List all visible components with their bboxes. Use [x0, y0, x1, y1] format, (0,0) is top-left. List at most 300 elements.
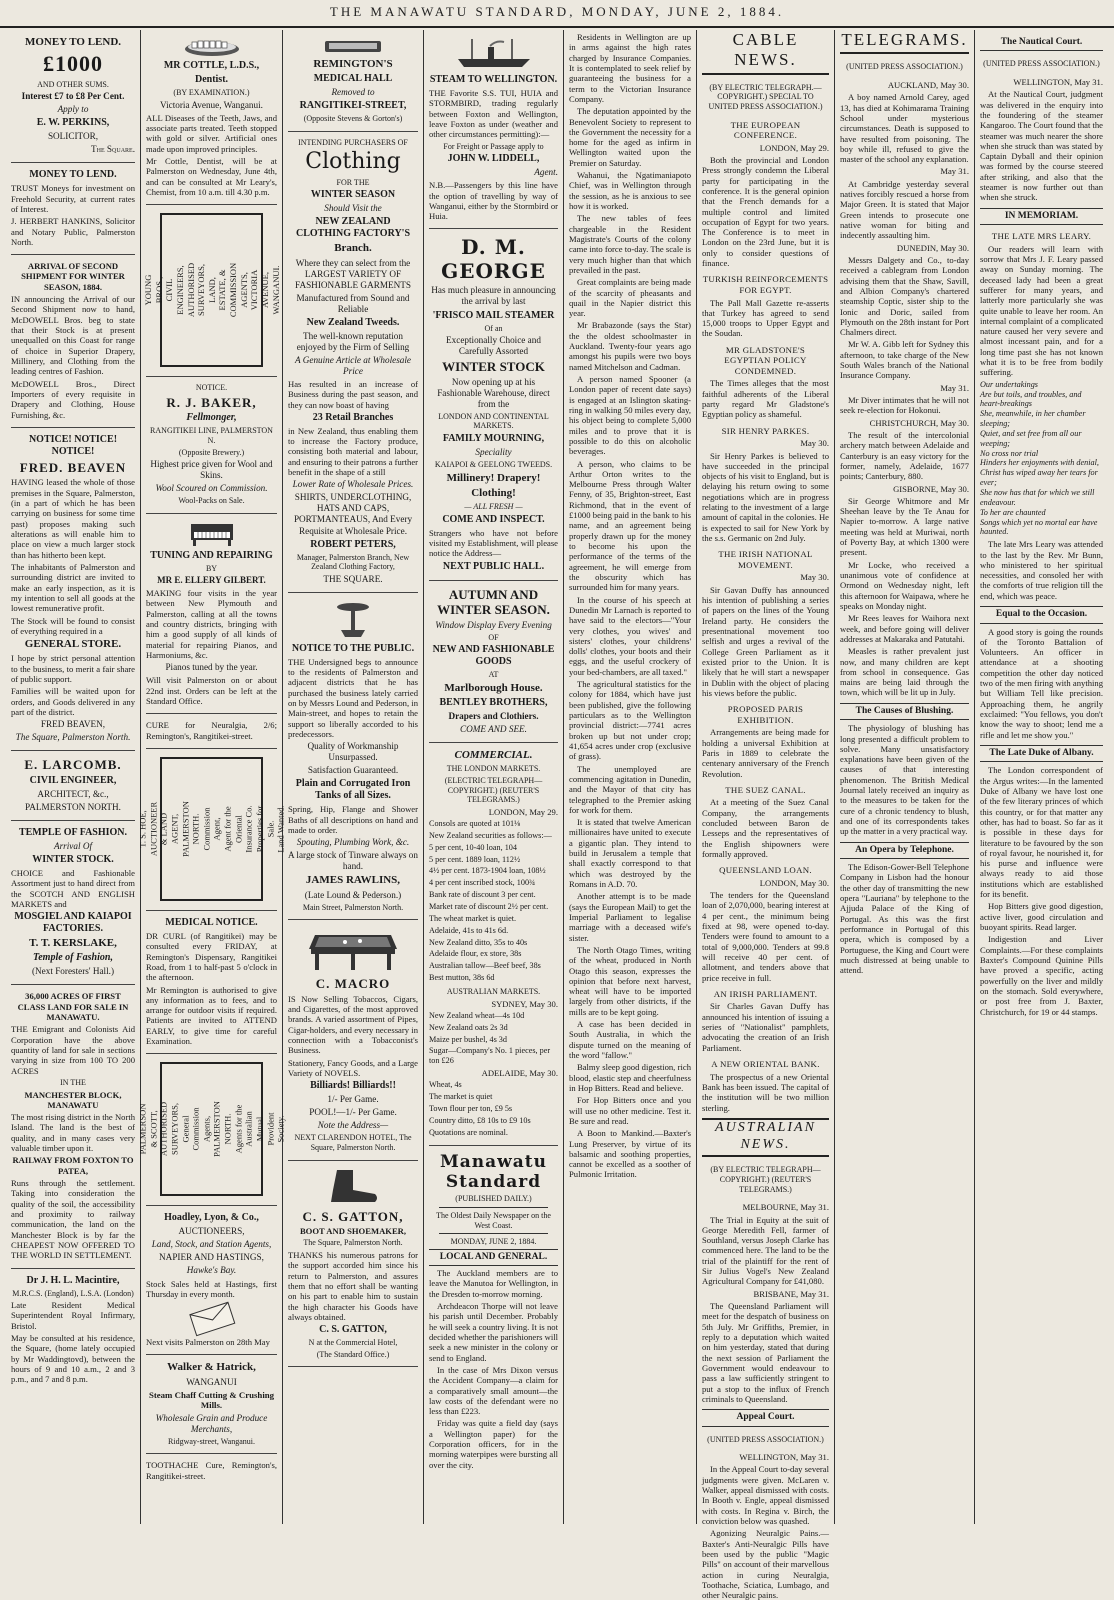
- news-paragraph: The agricultural statistics for the colony for 1884, which have just been published, give the following particulars as to the Wellington provincial district:—7741 acres broken up but not under crop; 41,654 acres under crop (exclusive of grass).: [569, 679, 691, 762]
- news-item-head: PROPOSED PARIS EXHIBITION.: [727, 704, 804, 725]
- ad-piano-tuning: [146, 514, 277, 715]
- beaven-body: HAVING leased the whole of those premises in the Square, Palmerston, (in a part of which he has been carrying on business for some time past) proposes making such alterations as will enable him to place on view a much larger stock than has hitherto been kept.: [11, 477, 135, 560]
- standard-published: (PUBLISHED DAILY.): [455, 1194, 532, 1204]
- sydney-market-lines: [429, 1011, 558, 1066]
- kerslake-name: T. T. KERSLAKE,: [29, 937, 117, 950]
- bentley-goods: NEW AND FASHIONABLE GOODS: [432, 644, 555, 668]
- ad-palmerson-scott: [137, 1054, 286, 1206]
- ad-money-to-lend: [11, 30, 135, 163]
- news-item-date: May 30.: [800, 438, 829, 449]
- ad-walker-hatrick: [146, 1355, 277, 1454]
- perkins-name: E. W. PERKINS,: [36, 117, 110, 129]
- gatton2-address: N at the Commercial Hotel,: [308, 1338, 398, 1348]
- market-line: Sugar—Company's No. 1 pieces, per ton £26: [429, 1046, 551, 1066]
- market-line: Maize per bushel, 4s 3d: [429, 1034, 507, 1044]
- george-kaiapoi: KAIAPOI & GEELONG TWEEDS.: [434, 460, 553, 470]
- macintire-body: Late Resident Medical Superintendent Royal Infirmary, Bristol.: [11, 1300, 135, 1331]
- standard-title: Manawatu Standard: [439, 1151, 548, 1192]
- blushing-text: The physiology of blushing has long presented a difficult problem to solve. Many unsatisfactory explanations have been given of the causes of that interesting phenomenon. The British Medical Journal lately received an inquiry as to the measures to be taken for the cure of a chronic tendency to blush, and one of its correspondents takes up the matter in a very practical way.: [840, 723, 969, 837]
- adelaide-market-lines: [429, 1080, 558, 1137]
- land-railway: RAILWAY FROM FOXTON TO PATEA,: [12, 1155, 134, 1176]
- money-interest: Interest £7 to £8 Per Cent.: [21, 91, 125, 102]
- ad-cottle-dentist: [146, 30, 277, 205]
- clothing-reputation: The well-known reputation enjoyed by the Firm of Selling: [296, 330, 410, 352]
- market-line: New Zealand oats 2s 3d: [429, 1022, 508, 1032]
- ad-temple-of-fashion: [11, 821, 135, 986]
- temple-arrival: Arrival Of: [53, 840, 93, 851]
- news-paragraph: Great complaints are being made of the scarcity of pheasants and quail in the Napier district this year.: [569, 277, 691, 319]
- nautical-text: At the Nautical Court, judgment was delivered in the enquiry into the foundering of the steamer Kangaroo. The Court found that the steamer was much nearer the shore when she struck than was stated by Captain Dyball and their opinion was formed by the course steered after striking, and also that the steamer is now further out than when she struck.: [980, 89, 1103, 203]
- walker-body: Wholesale Grain and Produce Merchants,: [155, 1412, 268, 1434]
- news-item-head: SIR HENRY PARKES.: [721, 425, 810, 436]
- memoriam-head: IN MEMORIAM.: [980, 208, 1103, 225]
- poem-line: She, meanwhile, in her chamber sleeping;: [980, 409, 1086, 429]
- clothing-factory: NEW ZEALAND CLOTHING FACTORY'S: [295, 216, 411, 240]
- news-paragraph: A person named Spooner (a London paper of recent date says) is engaged at an Islington skating-ring in walking 50 miles every day, his object being to complete 5,000 miles and to prove that it is possible to do this on alcoholic beverages.: [569, 374, 691, 457]
- bentley-autumn: AUTUMN AND WINTER SEASON.: [437, 586, 550, 618]
- land-body-3: Runs through the settlement. Taking into consideration the quality of the soil, the accessibility and proximity to railway communication, the land on the Manchester Block is by far the CHEAPEST NOW OFFERED TO THE WORLD IN SETTLEMENT.: [11, 1178, 135, 1261]
- news-item-text: Measles is rather prevalent just now, and many children are kept from school in consequence. Gas mains are being laid through the town, which will be lit up in July.: [840, 646, 969, 698]
- palmerson-text: PALMERSON & SCOTT, AUTHORISED SURVEYORS, General Commission Agents, PALMERSTON NORTH. Agents for the Australian Mutual Provident Society.: [137, 1101, 286, 1158]
- george-fresh: — ALL FRESH —: [464, 502, 523, 512]
- market-line: Adelaide, 41s to 41s 6d.: [429, 925, 509, 935]
- stand-illustration: [288, 600, 418, 640]
- pill-box-illustration: [288, 37, 418, 55]
- remington-hall: MEDICAL HALL: [313, 73, 393, 85]
- standard-oldest: The Oldest Daily Newspaper on the West Coast.: [436, 1210, 551, 1230]
- commercial-title: COMMERCIAL.: [454, 749, 533, 762]
- george-name: D. M. GEORGE: [441, 235, 546, 284]
- news-paragraph: Residents in Wellington are up in arms against the high rates charged by Insurance Companies. It is contemplated to seek relief by guaranteeing the business for a term to the Victorian Insurance Company.: [569, 32, 691, 104]
- news-item-date: DUNEDIN, May 30.: [896, 242, 969, 253]
- cottle-body: ALL Diseases of the Teeth, Jaws, and associate parts treated. Teeth stopped with gold or silver. Artificial ones made upon improved principles.: [146, 112, 277, 154]
- news-item-text: Both the provincial and London Press strongly condemn the Liberal party for participating in the conference. It is the general opinion that the French demands for a multiple control and limited occupation of Egypt for two years. The Conference is to meet in London on the 23rd June, but it is only to consider questions of finance.: [702, 154, 829, 269]
- liddell-name: JOHN W. LIDDELL,: [447, 153, 540, 165]
- news-item-text: Mr Diver intimates that he will not seek re-election for Hokonui.: [840, 395, 969, 416]
- news-paragraph: Another attempt is to be made (says the European Mail) to get the Imperial Parliament to legalise marriage with a deceased wife's sister.: [569, 891, 691, 943]
- column-8: [975, 30, 1108, 1524]
- peters-address: THE SQUARE.: [323, 573, 383, 584]
- temple-stock: WINTER STOCK.: [32, 853, 114, 865]
- rawlins-iron: Plain and Corrugated Iron Tanks of all Sizes.: [295, 778, 411, 802]
- larcomb-architect: ARCHITECT, &c.,: [37, 788, 109, 799]
- ad-steam-wellington: [429, 30, 558, 229]
- news-item-text: Sir Henry Parkes is believed to have succeeded in the principal objects of his visit to England, but is delaying his return owing to some negotiations which are in progress relating to the investment of a large amount of capital in the colonies. He is expected to sail for New York by the s.s. Germanic on 2nd July.: [702, 450, 829, 543]
- macintire-title: M.R.C.S. (England), L.S.A. (London): [12, 1288, 134, 1298]
- ad-fred-beaven: [11, 428, 135, 751]
- tuning-by: BY: [205, 563, 218, 573]
- medical-title: MEDICAL NOTICE.: [165, 916, 258, 928]
- peters-name: ROBERT PETERS,: [310, 538, 396, 550]
- poem-line: Songs which yet no mortal ear have haunted.: [980, 517, 1098, 537]
- news-item-text: Mr Rees leaves for Waihora next week, and before going will deliver addresses at Makaraka and Patutahi.: [840, 613, 969, 644]
- bentley-of: OF: [488, 632, 499, 642]
- ad-medical-notice: [146, 911, 277, 1054]
- young-bros-text: YOUNG BROS., CIVIL ENGINEERS, AUTHORISED SURVEYORS, LAND, ESTATE, & COMMISSION AGENTS, VICTORIA AVENUE, WANGANUI.: [142, 262, 280, 318]
- news-paragraph: For Hop Bitters once and you will use no other medicine. Test it. Be sure and read.: [569, 1095, 691, 1126]
- larcomb-town: PALMERSTON NORTH.: [25, 801, 121, 812]
- market-line: 5 per cent. 1889 loan, 112½: [429, 854, 521, 864]
- beaven-notice: NOTICE! NOTICE! NOTICE!: [28, 433, 118, 457]
- page-masthead: THE MANAWATU STANDARD, MONDAY, JUNE 2, 1884.: [0, 0, 1114, 28]
- news-item-head: THE EUROPEAN CONFERENCE.: [730, 119, 801, 141]
- london-date: LONDON, May 29.: [488, 806, 558, 817]
- news-paragraph: A Boon to Mankind.—Baxter's Lung Preserver, by virtue of its balsamic and soothing properties, cannot be excelled as a soother of Pulmonic Irritation.: [569, 1128, 691, 1180]
- market-line: Adelaide flour, ex store, 38s: [429, 949, 522, 959]
- gatton-name: C. S. GATTON,: [302, 1208, 404, 1224]
- news-paragraph: A person, who claims to be Arthur Orton writes to the Melbourne Press through Walter Fenny, of 35, Brighton-street, East Richmond, that in the event of £1000 being paid in the bank to his name, and an agreement being properly drawn up for the money to become his upon the performance of the terms of the agreement, he will emerge from the obscurity which has surrounded him for many years.: [569, 458, 691, 593]
- brisbane-text: The Queensland Parliament will meet for the despatch of business on 5th July. Mr Griffiths, Premier, in reply to a deputation which waited on him yesterday, stated that during the next session of Parliament the Government would endeavour to pass a law sufficiently stringent to put a stop to the influx of French criminals to Queensland.: [702, 1301, 829, 1404]
- appeal-court-date: WELLINGTON, May 31.: [739, 1452, 829, 1463]
- australian-news-title: AUSTRALIAN NEWS.: [702, 1118, 829, 1158]
- ad-macintire: [11, 1269, 135, 1392]
- standard-date: MONDAY, JUNE 2, 1884.: [450, 1237, 537, 1247]
- news-paragraph: The Auckland members are to leave the Manutoa for Wellington, in the Dresden to-morrow morning.: [429, 1268, 558, 1299]
- news-paragraphs: [569, 32, 691, 1180]
- washstand-icon: [331, 600, 375, 640]
- cottle-exam: (BY EXAMINATION.): [173, 88, 250, 97]
- george-choice: Exceptionally Choice and Carefully Assorted: [446, 335, 541, 357]
- news-paragraph: Balmy sleep good digestion, rich blood, elastic step and cheerfulness in Hop Bitters. Read and believe.: [569, 1062, 691, 1093]
- temple-mosgiel: MOSGIEL AND KAIAPOI FACTORIES.: [14, 911, 132, 935]
- commercial-byline: (ELECTRIC TELEGRAPH—COPYRIGHT.) (REUTER'S TELEGRAMS.): [444, 776, 543, 805]
- news-paragraph: A case has been decided in South Australia, in which the dispute turned on the meaning of the word "fallow.": [569, 1019, 691, 1060]
- poem-line: To her are chaunted: [980, 507, 1046, 517]
- local-general-head: LOCAL AND GENERAL.: [429, 1249, 558, 1266]
- cable-news-byline: (BY ELECTRIC TELEGRAPH.—COPYRIGHT.) SPECIAL TO UNITED PRESS ASSOCIATION.): [708, 82, 823, 111]
- bentley-window: Window Display Every Evening: [435, 619, 552, 630]
- money-apply: Apply to: [57, 104, 89, 115]
- hoadley-address: NAPIER AND HASTINGS,: [159, 1252, 264, 1263]
- news-item-date: AUCKLAND, May 30.: [887, 79, 969, 90]
- london-markets-head: THE LONDON MARKETS.: [446, 764, 541, 774]
- boot-icon: [323, 1168, 383, 1206]
- dental-plate-icon: [182, 37, 242, 57]
- news-paragraph: Friday was quite a field day (says a Wellington paper) for the Corporation officers, for in the morning waterpipes were bursting all over the city.: [429, 1418, 558, 1470]
- george-speciality: Speciality: [475, 447, 512, 458]
- clothing-shirts: SHIRTS, UNDERCLOTHING, HATS AND CAPS, PORTMANTEAUS, And Every Requisite at Wholesale Price.: [293, 492, 413, 536]
- appeal-court-byline: (UNITED PRESS ASSOCIATION.): [707, 1434, 824, 1444]
- column-1: [6, 30, 141, 1524]
- market-line: Australian tallow—Beef beef, 38s: [429, 961, 541, 971]
- hoe-box: [137, 757, 286, 901]
- neuralgic-ad: Agonizing Neuralgic Pains.—Baxter's Anti-Neuralgic Pills have been used by the public "Magic Pills" on account of their marvellous action in curing Neuralgia, Toothache, Sciatica, Lumbago, and other Neuralgic pains.: [702, 1528, 829, 1600]
- george-london: LONDON AND CONTINENTAL MARKETS.: [438, 411, 549, 431]
- albany-head: The Late Duke of Albany.: [980, 745, 1103, 762]
- news-paragraph: In the course of his speech at Dunedin Mr Larnach is reported to have said to the electors—"Your very clothes, you wives' and sisters' clothes, your childrens' dolls' clothes, your boots and their eggs, and the useful crockery of your bed-chambers, are all taxed.": [569, 594, 691, 677]
- macro-stationery: Stationery, Fancy Goods, and a Large Variety of NOVELS.: [288, 1057, 418, 1078]
- envelope-icon: [186, 1302, 238, 1334]
- news-item-head: THE SUEZ CANAL.: [725, 784, 806, 795]
- ad-land-for-sale: [11, 985, 135, 1268]
- rawlins-late: (Late Lound & Pederson.): [304, 889, 402, 900]
- brisbane-date: BRISBANE, May 31.: [753, 1288, 829, 1299]
- ad-remington: [288, 30, 418, 132]
- telegrams-byline: (UNITED PRESS ASSOCIATION.): [846, 62, 963, 72]
- beaven-body-5: Families will be waited upon for orders, and Goods delivered in any part of the district.: [11, 686, 135, 717]
- cottle-name: MR COTTLE, L.D.S.,: [163, 60, 260, 71]
- sydney-date: SYDNEY, May 30.: [491, 998, 558, 1009]
- albany-text: The London correspondent of the Argus writes:—In the lamented Duke of Albany we have lost one of the few literary princes of which this country, or for that matter any other, has had to boast. So far as it is possible in these days for literature to be favoured by the son of royal favour, he nourished it, for his purse and influence were always ready to aid those institutions which are established for its benefit.: [980, 765, 1103, 900]
- bentley-title: Drapers and Clothiers.: [448, 711, 539, 722]
- george-strangers: Strangers who have not before visited my Establishment, will please notice the Address—: [429, 527, 558, 559]
- clothing-branch: Branch.: [334, 242, 372, 255]
- larcomb-name: E. LARCOMB.: [24, 757, 122, 773]
- clothing-lower-rate: Lower Rate of Wholesale Prices.: [292, 479, 414, 490]
- gatton2-opposite: (The Standard Office.): [316, 1349, 390, 1359]
- ad-macro: [288, 920, 418, 1160]
- piano-icon: [189, 521, 235, 547]
- news-item-head: MR GLADSTONE'S EGYPTIAN POLICY CONDEMNED.: [724, 344, 807, 376]
- news-item-date: May 31.: [940, 166, 969, 177]
- ad-rawlins: [288, 593, 418, 920]
- clothing-result: Has resulted in an increase of Business during the past season, and they can now boast of having: [288, 378, 418, 410]
- arrival-body: IN announcing the Arrival of our Second Shipment now to hand, McDOWELL Bros. beg to state that their Stock is at present unequalled on this Coast for range of choice in Superior Drapery, Millinery, and Clothing from the leading centres of Fashion.: [11, 294, 135, 377]
- land-in: IN THE: [60, 1077, 86, 1087]
- news-item-text: Mr W. A. Gibb left for Sydney this afternoon, to take charge of the New South Wales branch of the National Insurance Company.: [840, 339, 969, 381]
- ad-larcomb: [11, 751, 135, 821]
- liddell-title: Agent.: [534, 167, 558, 178]
- clothing-intending: INTENDING PURCHASERS OF: [298, 137, 408, 147]
- clothing-for: FOR THE: [336, 177, 370, 187]
- news-item-date: May 30.: [800, 572, 829, 583]
- melbourne-text: The Trial in Equity at the suit of George Meredith Fell, farmer of Southland, versus Joseph Clarke has commenced here. The land to be the trial of the plaintiff for the rent of Sir Julius Vogel's New Zealand Agricultural Company for £41,080.: [702, 1214, 829, 1287]
- poem-line: Hinders her enjoyments with denial,: [980, 458, 1099, 468]
- baker-wool: Wool Scoured on Commission.: [155, 483, 268, 494]
- peters-title: Manager, Palmerston Branch, New Zealand Clothing Factory,: [296, 552, 410, 572]
- news-paragraph: It is stated that twelve American millionaires have united to execute a gigantic plan. They intend to build in Jerusalem a temple that shall exactly correspond to that which was destroyed by the Romans in A.D. 70.: [569, 817, 691, 889]
- george-body: Has much pleasure in announcing the arrival by last: [431, 285, 556, 307]
- cottle-body-2: Mr Cottle, Dentist, will be at Palmerston on Wednesday, June 4th, and can be consulted at Mr Leary's, Chemist, from 10 a.m. till 4.30 p.m.: [146, 155, 277, 197]
- news-item-head: THE IRISH NATIONAL MOVEMENT.: [718, 549, 813, 570]
- market-line: The market is quiet: [429, 1092, 493, 1102]
- piano-illustration: [146, 521, 277, 547]
- land-title: 36,000 ACRES OF FIRST CLASS LAND FOR SALE IN MANAWATU.: [17, 991, 129, 1023]
- george-of: Of an: [484, 323, 503, 333]
- kerslake-temple: Temple of Fashion,: [33, 952, 113, 964]
- mcdowell-signature: McDOWELL Bros., Direct Importers of every requisite in Drapery and Clothing, House Furnishing, &c.: [11, 378, 135, 420]
- baker-body: Highest price given for Wool and Skins.: [150, 459, 273, 481]
- news-item-text: Mr Locke, who received a unanimous vote of confidence at Ormond on Wednesday night, left this afternoon for Waipawa, where he speaks on Monday night.: [840, 559, 969, 611]
- steamship-illustration: [429, 37, 558, 71]
- perkins-address: The Square.: [91, 144, 135, 155]
- column-4: [424, 30, 564, 1524]
- divider: [439, 1207, 548, 1208]
- rawlins-tinware: A large stock of Tinware always on hand.: [288, 850, 418, 872]
- remington-opposite: (Opposite Stevens & Gorton's): [303, 114, 403, 124]
- ad-young-bros: [142, 205, 280, 377]
- macintire-name: Dr J. H. L. Macintire,: [26, 1274, 120, 1286]
- news-paragraph: In the case of Mrs Dixon versus the Accident Company—a claim for a comparatively small amount—the law costs of the defendant were no less than £223.: [429, 1364, 558, 1417]
- george-mourning: FAMILY MOURNING,: [442, 433, 545, 445]
- news-paragraph: The unemployed are commencing agitation in Dunedin, and the Mayor of that city has telegraphed to the Premier asking for work for them.: [569, 763, 691, 815]
- beaven-address: The Square, Palmerston North.: [15, 732, 131, 743]
- memoriam-text: Our readers will learn with sorrow that Mrs J. F. Leary passed away on Sunday morning. The deceased lady had been a great sufferer for many years, and latterly more particularly she was quite unable to leave her room. An internal complaint of a complicated nature caused her very severe and almost incessant pain, and for a long time past she has not known what it is to be free from bodily suffering.: [980, 243, 1103, 378]
- steam-freight: For Freight or Passage apply to: [443, 141, 544, 151]
- news-item-date: LONDON, May 30.: [759, 877, 829, 888]
- market-line: 4½ per cent. 1873-1904 loan, 108½: [429, 866, 546, 876]
- beaven-body-4: I hope by strict personal attention to the business, to merit a fair share of public support.: [11, 653, 135, 684]
- gilbert-visit: Will visit Palmerston on or about 22nd inst. Orders can be left at the Standard Office.: [146, 675, 277, 707]
- blushing-head: The Causes of Blushing.: [840, 703, 969, 720]
- public-notice-title: NOTICE TO THE PUBLIC.: [291, 642, 415, 654]
- market-line: Best mutton, 38s 6d: [429, 973, 495, 983]
- palmerson-box: [137, 1062, 286, 1196]
- young-bros-box: [142, 213, 280, 367]
- baker-title: Fellmonger,: [186, 412, 237, 424]
- tuning-title: TUNING AND REPAIRING: [150, 549, 273, 561]
- bentley-come: COME AND SEE.: [460, 724, 527, 735]
- news-item-text: Sir George Whitmore and Mr Sheehan leave by the Te Anau for Napier to-morrow. A large native meeting was held at Muriwai, north of Poverty Bay, at which 1300 were present.: [840, 495, 969, 558]
- macro-name: C. MACRO: [315, 976, 391, 992]
- money-other: AND OTHER SUMS.: [37, 79, 109, 89]
- pill-box-icon: [321, 37, 385, 55]
- clothing-visit: Should Visit the: [324, 203, 382, 214]
- news-item-text: The result of the intercolonial archery match between Adelaide and Canterbury is an easy victory for the former, namely, Adelaide, 1677 points; Canterbury, 880.: [840, 429, 969, 482]
- australian-news-byline: (BY ELECTRIC TELEGRAPH—COPYRIGHT.) (REUTER'S TELEGRAMS.): [710, 1165, 821, 1194]
- clothing-branches: 23 Retail Branches: [312, 411, 394, 423]
- bentley-name: BENTLEY BROTHERS,: [439, 697, 548, 709]
- macro-billiards: Billiards! Billiards!!: [310, 1080, 396, 1092]
- standard-editorial: [429, 1146, 558, 1477]
- george-open: Now opening up at his Fashionable Warehouse, direct from the: [437, 376, 550, 409]
- market-line: New Zealand wheat—4s 10d: [429, 1010, 525, 1020]
- commercial-section: [429, 743, 558, 1145]
- news-paragraph: The North Otago Times, writing of the wheat, produced in North Otago this season, expresses the opinion that before next harvest, wheat will have to be imported largely from other districts, if the mills are to be kept going.: [569, 944, 691, 1017]
- market-line: New Zealand ditto, 35s to 40s: [429, 937, 528, 947]
- rawlins-workmanship: Quality of Workmanship Unsurpassed.: [307, 741, 399, 763]
- money2-body: TRUST Moneys for investment on Freehold Security, at current rates of Interest.: [11, 183, 135, 214]
- rawlins-spring: Spring, Hip, Flange and Shower Baths of all descriptions on hand and made to order.: [288, 804, 418, 835]
- memoriam-sub: THE LATE MRS LEARY.: [991, 231, 1092, 242]
- ad-hoe: [137, 749, 286, 911]
- ad-toothache: [146, 1454, 277, 1488]
- news-item-date: LONDON, May 29.: [759, 142, 829, 153]
- cable-news-title: CABLE NEWS.: [702, 30, 829, 75]
- gilbert-pianos: Pianos tuned by the year.: [165, 662, 258, 673]
- memoriam-text-2: The late Mrs Leary was attended to the last by the Rev. Mr Bunn, who ministered to her spiritual necessities, and consoled her with the comforts of true religion till the end, which was peace.: [980, 539, 1103, 601]
- news-item-head: TURKISH REINFORCEMENTS FOR EGYPT.: [702, 274, 829, 295]
- rawlins-address: Main Street, Palmerston North.: [302, 902, 404, 912]
- gatton2-name: C. S. GATTON,: [319, 1324, 387, 1336]
- remington-moved: Removed to: [331, 87, 375, 98]
- ad-money-to-lend-2: [11, 163, 135, 255]
- news-item-head: A NEW ORIENTAL BANK.: [711, 1059, 820, 1070]
- ad-baker-fellmonger: [146, 377, 277, 514]
- ad-neuralgia-cure: [146, 714, 277, 749]
- melbourne-date: MELBOURNE, May 31.: [742, 1202, 829, 1213]
- market-line: Market rate of discount 2½ per cent.: [429, 902, 549, 911]
- beaven-title: FRED. BEAVEN: [19, 459, 127, 475]
- remington-title: REMINGTON'S: [313, 58, 393, 70]
- divider: [439, 1233, 548, 1234]
- clothing-branches-body: in New Zealand, thus enabling them to increase the Factory produce, consisting both material and labour, and ensuring to their patrons a further benefit in the shape of a still: [288, 425, 418, 478]
- temple-body: CHOICE and Fashionable Assortment just to hand direct from the SCOTCH AND ENGLISH MARKETS and: [11, 867, 135, 909]
- cable-items: [702, 120, 829, 1113]
- rawlins-satisfaction: Satisfaction Guaranteed.: [307, 765, 399, 776]
- perkins-title: SOLICITOR,: [47, 131, 99, 142]
- remington-street: RANGITIKEI-STREET,: [299, 100, 407, 112]
- ad-gatton: [288, 1161, 418, 1368]
- news-item-head: AN IRISH PARLIAMENT.: [713, 988, 818, 999]
- land-body-2: The most rising district in the North Island. The land is the best of quality, and in many cases very valuable timber upon it.: [11, 1112, 135, 1154]
- macro-body: IS Now Selling Tobaccos, Cigars, and Cigarettes, of the most approved brands. A varied assortment of Pipes, Cigar-holders, and every necessary in connection with a Tobacconist's Business.: [288, 993, 418, 1056]
- bentley-marlborough: Marlborough House.: [444, 681, 543, 694]
- market-line: 4 per cent inscribed stock, 100¾: [429, 878, 536, 888]
- column-6: [697, 30, 835, 1600]
- nautical-byline: (UNITED PRESS ASSOCIATION.): [983, 59, 1100, 69]
- rawlins-name: JAMES RAWLINS,: [305, 874, 401, 887]
- walker-mills: Steam Chaff Cutting & Crushing Mills.: [148, 1389, 275, 1411]
- gilbert-name: MR E. ELLERY GILBERT.: [157, 575, 266, 586]
- baker-packs: Wool-Packs on Sale.: [178, 496, 245, 506]
- cottle-address: Victoria Avenue, Wanganui.: [160, 99, 263, 110]
- news-item-text: Arrangements are being made for holding a universal Exhibition at Paris in 1889 to celebrate the centenary anniversary of the French Revolution.: [702, 727, 829, 779]
- london-market-lines: [429, 819, 558, 983]
- column-2: [137, 30, 286, 1524]
- ad-bentley: [429, 581, 558, 744]
- column-3: [283, 30, 424, 1524]
- billiard-table-illustration: [288, 927, 418, 973]
- george-frisco: 'FRISCO MAIL STEAMER: [432, 309, 555, 321]
- news-item-text: Messrs Dalgety and Co., to-day received a cablegram from London advising them that the Shaw, Savill, and Albion Company's chartered steamship Coptic, sister ship to the Ionic and Doric, sailed from Plymouth on the 28th instant for Port Chalmers direct.: [840, 254, 969, 338]
- curl-body-2: Mr Remington is authorised to give any information as to fees, and to arrange for outdoor visits if required. Patients are invited to ATTEND EARLY, to give time for careful Examination.: [146, 984, 277, 1047]
- local-paras: [429, 1268, 558, 1470]
- walker-address: Ridgway-street, Wanganui.: [168, 1436, 255, 1446]
- news-paragraph: The deputation appointed by the Benevolent Society to represent to the Government the necessity for a home for the aged as infirm in Wellington waited upon the Premier on Saturday.: [569, 106, 691, 168]
- clothing-where: Where they can select from the LARGEST VARIETY OF FASHIONABLE GARMENTS: [295, 257, 411, 290]
- clothing-winter: WINTER SEASON: [310, 189, 396, 201]
- ad-dm-george: [429, 229, 558, 580]
- equal-text: A good story is going the rounds of the Toronto Battalion of Volunteers. An officer in attendance at a shooting competition the other day noticed two of the men firing with anything but William Tell like precision. Approaching them, he angrily exclaimed: "You fellows, you don't know the way to shoot; lend me a rifle and let me show you.": [980, 626, 1103, 740]
- market-line: Quotations are nominal.: [429, 1127, 508, 1137]
- poem-line: She now has that for which we still endeavour.: [980, 488, 1095, 507]
- telegrams-title: TELEGRAMS.: [840, 30, 969, 54]
- column-7: [835, 30, 975, 1524]
- baker-notice: NOTICE.: [195, 383, 228, 393]
- news-paragraph: Mr Brabazonde (says the Star) the the oldest schoolmaster in Auckland. Twenty-four years ago amongst his pupils were two boys named Mitchelson and Cadman.: [569, 320, 691, 372]
- money-title: MONEY TO LEND.: [24, 36, 122, 48]
- hoadley-sales: Stock Sales held at Hastings, first Thursday in every month.: [146, 1278, 277, 1299]
- macro-billiards-price: 1/- Per Game.: [327, 1094, 379, 1105]
- appeal-court-text: In the Appeal Court to-day several judgments were given. McLaren v. Walker, appeal dismissed with costs. In Booth v. Engle, appeal dismissed with costs. In Regina v. Birch, the conviction below was quashed.: [702, 1464, 829, 1526]
- market-line: New Zealand securities as follows:—: [429, 830, 552, 840]
- hoadley-bay: Hawke's Bay.: [186, 1265, 237, 1276]
- macintire-body-2: May be consulted at his residence, the Square, (home lately occupied by Mr Waddingtovd), between the hours of 9 and 10 a.m., 2 and 3 p.m., and 7 and 8 p.m.: [11, 1333, 135, 1385]
- general-store: GENERAL STORE.: [24, 638, 122, 651]
- poem-line: Are but toils, and troubles, and heart-breakings: [980, 389, 1082, 409]
- news-item-text: At Cambridge yesterday several natives forcibly rescued a horse from Major Green. It is stated that Major Green intends to prosecute one native woman for biting and indecently assaulting him.: [840, 178, 969, 241]
- cottle-title: Dentist.: [194, 74, 229, 85]
- market-line: Country ditto, £8 10s to £9 10s: [429, 1115, 531, 1125]
- appeal-court-head: Appeal Court.: [702, 1409, 829, 1426]
- temple-title: TEMPLE OF FASHION.: [18, 826, 128, 838]
- news-item-text: At a meeting of the Suez Canal Company, the arrangements concluded between Baron de Lesseps and the representatives of the English shipowners were formally approved.: [702, 797, 829, 859]
- baker-address: RANGITIKEI LINE, PALMERSTON N.: [150, 426, 273, 445]
- money2-title: MONEY TO LEND.: [29, 169, 117, 181]
- indigestion-ad: Indigestion and Liver Complaints.—For these complaints Baxter's Compound Quinine Pills have proved a specific, acting powerfully on the liver and mildly on the stomach. Sold everywhere, or post free from J. Baxter, Christchurch, for 19 or 44 stamps.: [980, 934, 1103, 1017]
- nautical-head: The Nautical Court.: [980, 35, 1103, 51]
- hoe-text: T. S. HOE, AUCTIONEER & LAND AGENT, PALMERSTON NORTH. Commission Agent, Agent for the Oriental Insurance Co. Properties for Sale. Land Wanted.: [137, 801, 286, 857]
- memoriam-poem: [980, 380, 1103, 538]
- hoadley-title: AUCTIONEERS,: [178, 1226, 245, 1237]
- clothing-manufactured: Manufactured from Sound and Reliable: [296, 292, 410, 314]
- hoadley-land: Land, Stock, and Station Agents,: [151, 1239, 272, 1250]
- ad-arrival-shipment: [11, 255, 135, 428]
- toothache-text: TOOTHACHE Cure, Remington's, Rangitikei-street.: [146, 1460, 277, 1481]
- market-line: Bank rate of discount 3 per cent.: [429, 890, 536, 900]
- ad-hoadley: [146, 1206, 277, 1355]
